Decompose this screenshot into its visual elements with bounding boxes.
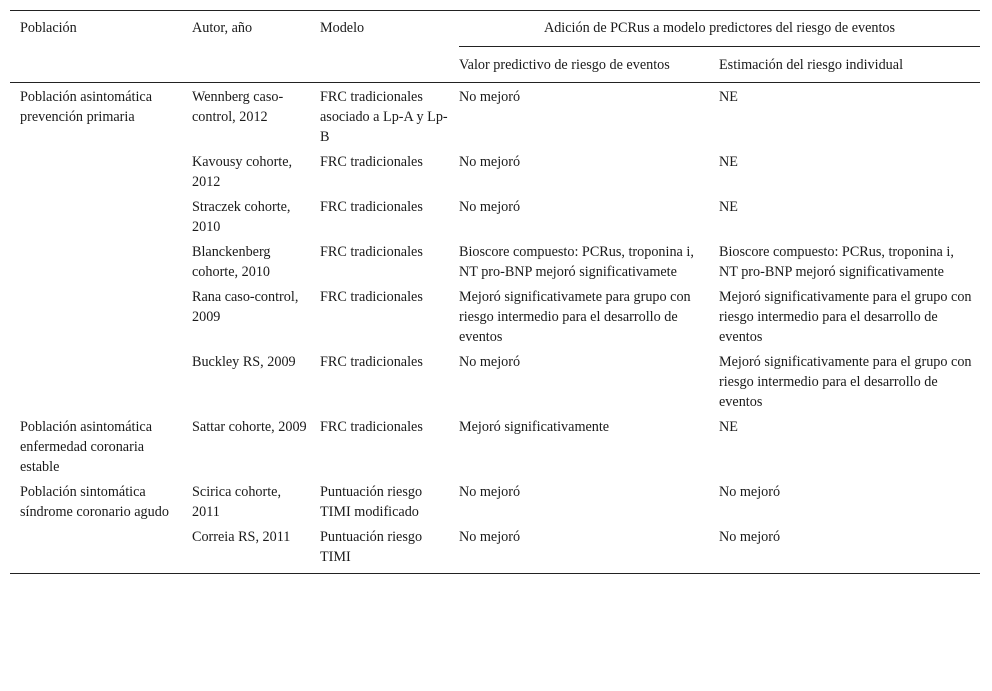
cell-valor: No mejoró xyxy=(459,154,521,170)
cell-modelo: Puntuación riesgo TIMI xyxy=(320,524,459,574)
cell-modelo: FRC tradicionales asociado a Lp-A y Lp-B xyxy=(320,89,448,145)
cell-modelo: FRC tradicionales xyxy=(320,154,423,170)
cell-modelo: FRC tradicionales xyxy=(320,244,423,260)
cell-estimacion: NE xyxy=(719,89,738,105)
cell-estimacion: NE xyxy=(719,154,738,170)
cell-estimacion: NE xyxy=(719,419,738,435)
cell-poblacion: Población asintomática prevención primaria xyxy=(20,89,152,125)
header-group: Adición de PCRus a modelo predictores del riesgo de eventos xyxy=(459,11,980,47)
cell-poblacion xyxy=(10,194,192,239)
table-row xyxy=(10,284,980,349)
cell-valor: Mejoró significativamente xyxy=(459,419,610,435)
table-row xyxy=(10,83,980,150)
cell-valor: No mejoró xyxy=(459,484,521,500)
cell-poblacion xyxy=(10,239,192,284)
table-row xyxy=(10,194,980,239)
cell-poblacion xyxy=(10,284,192,349)
cell-estimacion: No mejoró xyxy=(719,524,980,574)
cell-estimacion: Mejoró significativamente para el grupo con riesgo intermedio para el desarrollo de eventos xyxy=(719,354,972,410)
table-row xyxy=(10,149,980,194)
cell-valor: No mejoró xyxy=(459,89,521,105)
cell-poblacion xyxy=(10,349,192,414)
cell-modelo: FRC tradicionales xyxy=(320,354,423,370)
cell-valor: No mejoró xyxy=(459,354,521,370)
cell-autor: Kavousy cohorte, 2012 xyxy=(192,154,293,190)
cell-poblacion xyxy=(10,149,192,194)
cell-estimacion: Mejoró significativamente para el grupo con riesgo intermedio para el desarrollo de eventos xyxy=(719,289,972,345)
cell-autor: Scirica cohorte, 2011 xyxy=(192,484,282,520)
cell-autor: Straczek cohorte, 2010 xyxy=(192,199,291,235)
data-table xyxy=(10,10,980,574)
cell-poblacion: Población asintomática enfermedad coronaria estable xyxy=(20,419,152,475)
table-row xyxy=(10,524,980,574)
cell-valor: No mejoró xyxy=(459,524,719,574)
cell-autor: Buckley RS, 2009 xyxy=(192,354,296,370)
header-autor: Autor, año xyxy=(192,11,320,83)
cell-estimacion: Bioscore compuesto: PCRus, troponina i, NT pro-BNP mejoró significativamente xyxy=(719,244,954,280)
cell-valor: No mejoró xyxy=(459,199,521,215)
cell-estimacion: NE xyxy=(719,199,738,215)
header-modelo: Modelo xyxy=(320,11,459,83)
cell-autor: Blanckenberg cohorte, 2010 xyxy=(192,244,271,280)
cell-valor: Mejoró significativamete para grupo con riesgo intermedio para el desarrollo de eventos xyxy=(459,289,691,345)
table-body xyxy=(10,83,980,574)
table-container xyxy=(10,10,980,574)
header-valor: Valor predictivo de riesgo de eventos xyxy=(459,47,719,83)
cell-poblacion xyxy=(10,524,192,574)
cell-modelo: FRC tradicionales xyxy=(320,419,423,435)
cell-modelo: FRC tradicionales xyxy=(320,199,423,215)
cell-modelo: FRC tradicionales xyxy=(320,289,423,305)
table-row xyxy=(10,479,980,524)
table-row xyxy=(10,239,980,284)
cell-valor: Bioscore compuesto: PCRus, troponina i, NT pro-BNP mejoró significativamete xyxy=(459,244,694,280)
cell-poblacion: Población sintomática síndrome coronario agudo xyxy=(20,484,169,520)
header-estimacion: Estimación del riesgo individual xyxy=(719,47,980,83)
cell-modelo: Puntuación riesgo TIMI modificado xyxy=(320,484,423,520)
table-row xyxy=(10,414,980,479)
table-row xyxy=(10,349,980,414)
cell-autor: Rana caso-control, 2009 xyxy=(192,289,299,325)
cell-estimacion: No mejoró xyxy=(719,484,781,500)
cell-autor: Correia RS, 2011 xyxy=(192,524,320,574)
cell-autor: Wennberg caso-control, 2012 xyxy=(192,89,284,125)
header-poblacion: Población xyxy=(10,11,192,83)
cell-autor: Sattar cohorte, 2009 xyxy=(192,419,307,435)
